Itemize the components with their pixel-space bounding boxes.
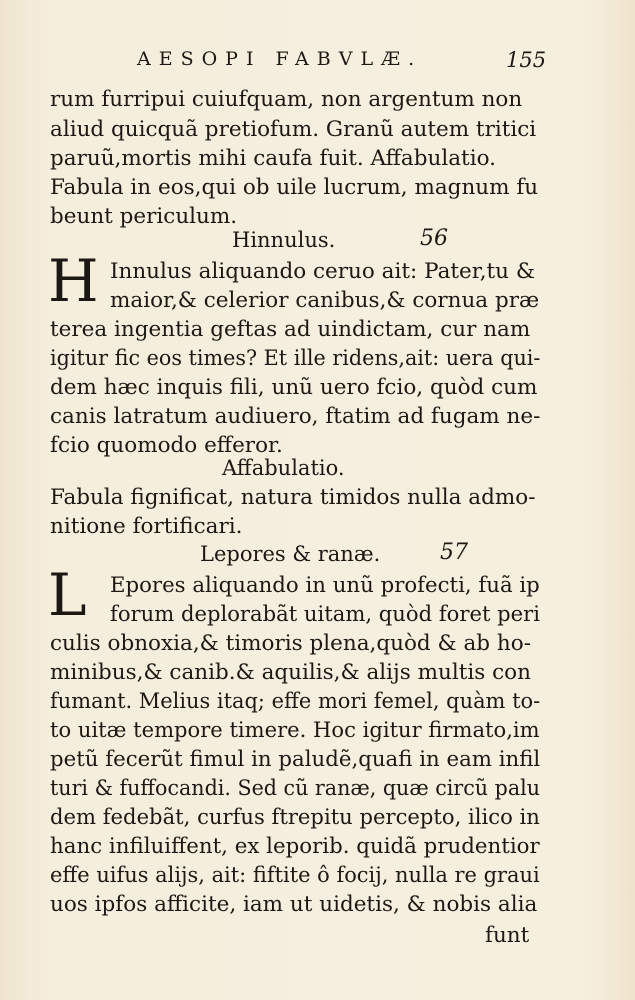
text-line: to uitæ tempore timere. Hoc igitur firmato,im: [50, 718, 540, 743]
text-line: uos ipfos afficite, iam ut uidetis, & nobis alia: [50, 892, 538, 917]
running-title: AESOPI FABVLÆ.: [137, 48, 423, 70]
text-line: terea ingentia geftas ad uindictam, cur nam: [50, 317, 531, 342]
text-line: paruũ,mortis mihi caufa fuit. Affabulatio.: [50, 146, 496, 171]
text-line: nitione fortificari.: [50, 514, 243, 539]
text-line: maior,& celerior canibus,& cornua præ: [110, 288, 540, 313]
text-line: hanc infiluiffent, ex leporib. quidã prudentior: [50, 834, 540, 859]
fable-title: Lepores & ranæ.: [200, 542, 381, 566]
text-line: dem fedebãt, curfus ftrepitu percepto, ilico in: [50, 805, 540, 830]
fable-number: 56: [420, 226, 448, 251]
fable-title: Hinnulus.: [232, 228, 336, 252]
text-line: Fabula fignificat, natura timidos nulla admo-: [50, 485, 536, 510]
moral-heading: Affabulatio.: [222, 456, 345, 480]
drop-cap: H: [48, 247, 99, 315]
fable-number: 57: [440, 540, 468, 565]
page-number: 155: [506, 48, 547, 72]
text-line: minibus,& canib.& aquilis,& alijs multis con: [50, 660, 531, 685]
drop-cap: L: [48, 561, 87, 629]
text-line: Epores aliquando in unũ profecti, fuã ip: [110, 573, 540, 598]
text-line: aliud quicquã pretiofum. Granũ autem tritici: [50, 117, 537, 142]
text-line: turi & fuffocandi. Sed cũ ranæ, quæ circũ palu: [50, 776, 541, 801]
text-line: petũ fecerũt fimul in paludẽ,quafi in eam infil: [50, 747, 541, 772]
text-line: dem hæc inquis fili, unũ uero fcio, quòd cum: [50, 375, 538, 400]
text-line: canis latratum audiuero, ftatim ad fugam ne-: [50, 404, 541, 429]
text-line: beunt periculum.: [50, 204, 238, 229]
text-line: Fabula in eos,qui ob uile lucrum, magnum fu: [50, 175, 539, 200]
text-line: forum deplorabãt uitam, quòd foret peri: [110, 602, 540, 627]
text-line: culis obnoxia,& timoris plena,quòd & ab ho-: [50, 631, 531, 656]
text-line: rum furripui cuiufquam, non argentum non: [50, 87, 523, 112]
text-line: fcio quomodo efferor.: [50, 433, 283, 458]
catchword: funt: [485, 923, 530, 948]
text-line: Innulus aliquando ceruo ait: Pater,tu &: [110, 259, 535, 284]
text-line: igitur fic eos times? Et ille ridens,ait: uera qui-: [50, 346, 541, 371]
text-line: fumant. Melius itaq; effe mori femel, quàm to-: [50, 689, 541, 714]
text-line: effe uifus alijs, ait: fiftite ô focij, nulla re graui: [50, 863, 540, 888]
